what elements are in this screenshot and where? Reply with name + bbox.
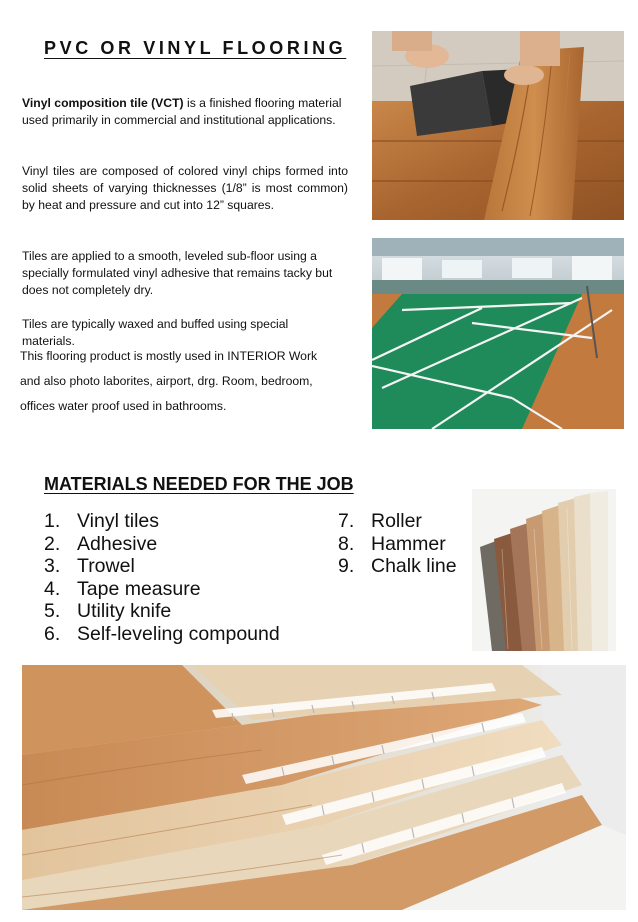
list-text: Roller (371, 510, 422, 532)
list-text: Trowel (77, 555, 135, 577)
list-item (44, 600, 334, 623)
list-number: 9. (338, 555, 355, 577)
intro-term: Vinyl composition tile (VCT) (22, 96, 184, 110)
list-number: 6. (44, 622, 61, 645)
list-text: Adhesive (77, 532, 158, 555)
vinyl-samples-photo (472, 489, 616, 651)
materials-list-right (338, 510, 468, 578)
usage-line: This flooring product is mostly used in INTERIOR Work (20, 349, 318, 363)
page-title: PVC OR VINYL FLOORING (44, 38, 347, 58)
list-item (44, 578, 334, 601)
list-number: 4. (44, 577, 61, 600)
usage-line: and also photo laborites, airport, drg. Room, bedroom, (20, 374, 313, 388)
list-number: 2. (44, 532, 61, 555)
vinyl-plank-install-photo (372, 31, 624, 220)
intro-rest: is a finished flooring material used primarily in commercial and institutional applications. (22, 96, 342, 127)
list-number: 3. (44, 555, 61, 577)
list-text: Utility knife (77, 600, 172, 622)
materials-list-left (44, 510, 334, 645)
composition-paragraph: Vinyl tiles are composed of colored vinyl chips formed into solid sheets of varying thicknesses (1/8” is most common) by heat and pressure and cut into 12” squares. (22, 164, 348, 212)
list-number: 8. (338, 532, 355, 555)
materials-heading: MATERIALS NEEDED FOR THE JOB (44, 474, 354, 494)
list-item (338, 555, 468, 578)
pvc-panels-photo (22, 665, 626, 910)
list-number: 5. (44, 600, 61, 622)
list-number: 7. (338, 510, 355, 532)
finishing-paragraph: Tiles are typically waxed and buffed using special materials. (22, 317, 289, 348)
list-text: Chalk line (371, 555, 457, 577)
list-item (338, 510, 468, 533)
application-paragraph: Tiles are applied to a smooth, leveled sub-floor using a specially formulated vinyl adhesive that remains tacky but does not completely dry. (22, 249, 333, 297)
list-item (44, 623, 334, 646)
list-item (44, 533, 334, 556)
list-item (44, 510, 334, 533)
list-item (44, 555, 334, 578)
intro-paragraph (22, 95, 358, 129)
sports-court-photo (372, 238, 624, 429)
list-text: Self-leveling compound (77, 622, 280, 645)
usage-line: offices water proof used in bathrooms. (20, 399, 227, 413)
list-text: Vinyl tiles (77, 510, 160, 532)
list-text: Hammer (371, 532, 446, 555)
usage-text (20, 348, 365, 419)
list-text: Tape measure (77, 577, 201, 600)
list-number: 1. (44, 510, 61, 532)
list-item (338, 533, 468, 556)
